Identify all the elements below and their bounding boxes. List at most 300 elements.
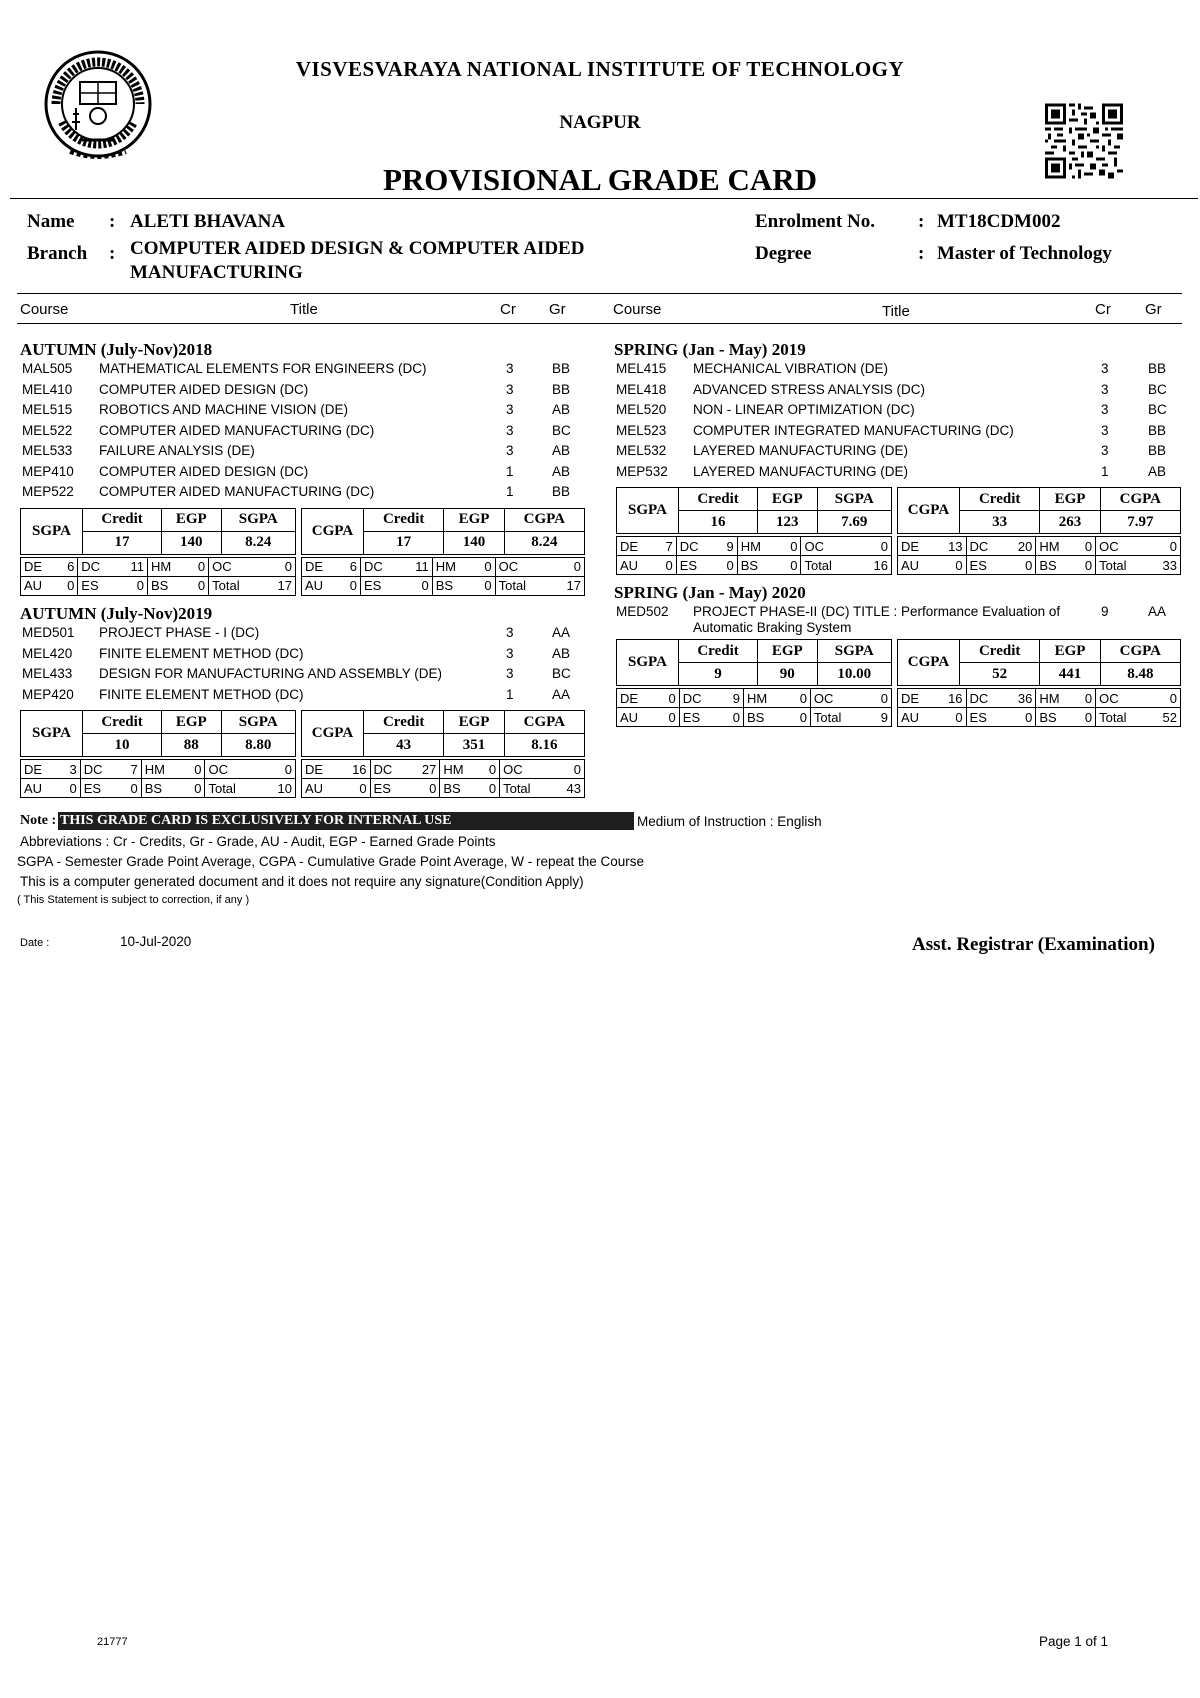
dc-count: 27 — [421, 761, 437, 777]
semester-title: AUTUMN (July-Nov)2018 — [20, 340, 213, 359]
course-title: LAYERED MANUFACTURING (DE) — [693, 463, 909, 479]
course-code: MEL433 — [22, 666, 73, 681]
hm-label: HM — [443, 761, 464, 777]
cgpa-header: CGPA — [1100, 640, 1180, 663]
issue-date: 10-Jul-2020 — [120, 934, 192, 949]
oc-label: OC — [1099, 538, 1119, 554]
institute-name: VISVESVARAYA NATIONAL INSTITUTE OF TECHNOLOGY — [295, 57, 905, 81]
oc-label: OC — [503, 761, 523, 777]
es-count-cell — [966, 708, 1036, 727]
column-gr-left: Gr — [549, 301, 566, 318]
total-count: 33 — [1162, 557, 1177, 573]
hm-count: 0 — [1084, 538, 1093, 554]
oc-count-cell — [810, 689, 891, 708]
de-label: DE — [620, 690, 639, 706]
course-grade: BB — [552, 361, 571, 376]
note-banner: THIS GRADE CARD IS EXCLUSIVELY FOR INTERNAL USE — [58, 812, 634, 830]
bs-count-cell — [432, 576, 495, 595]
page-number: Page 1 of 1 — [1039, 1634, 1109, 1649]
bs-count-cell — [440, 779, 500, 798]
column-header-top-rule — [17, 293, 1182, 294]
enrolment-colon: : — [918, 211, 925, 232]
oc-count-cell — [500, 760, 585, 779]
header-divider — [10, 198, 1198, 199]
hm-count: 0 — [1084, 690, 1093, 706]
column-title-right: Title — [882, 303, 910, 320]
course-grade: AA — [1148, 604, 1167, 619]
de-count: 7 — [665, 538, 673, 554]
course-grade: AB — [552, 443, 571, 458]
bs-count-cell — [1036, 556, 1096, 575]
sgpa-credit-value: 10 — [83, 734, 162, 757]
cgpa-egp-value: 263 — [1040, 511, 1100, 534]
hm-label: HM — [740, 538, 761, 554]
degree-value: Master of Technology — [937, 243, 1112, 264]
total-count: 17 — [566, 578, 581, 593]
credit-header: Credit — [83, 711, 162, 734]
total-count: 9 — [880, 709, 888, 725]
de-label: DE — [901, 538, 920, 554]
course-title: ROBOTICS AND MACHINE VISION (DE) — [99, 402, 349, 417]
hm-count-cell — [1036, 537, 1096, 556]
bs-count: 0 — [790, 557, 798, 573]
course-code: MED501 — [22, 625, 75, 640]
course-title: LAYERED MANUFACTURING (DE) — [693, 443, 909, 458]
course-credits: 1 — [506, 463, 514, 479]
bs-label: BS — [1039, 709, 1057, 725]
es-count-cell — [676, 556, 737, 575]
oc-count: 0 — [1169, 690, 1177, 706]
sgpa-header: SGPA — [221, 508, 295, 531]
course-row — [0, 423, 1200, 443]
sgpa-egp-value: 123 — [758, 511, 817, 534]
au-count-cell — [21, 779, 81, 798]
column-cr-right: Cr — [1095, 301, 1111, 318]
dc-count: 36 — [1017, 690, 1033, 706]
oc-count: 0 — [573, 761, 581, 777]
dc-count: 11 — [130, 559, 144, 574]
total-label: Total — [1099, 709, 1127, 725]
branch-line-1: COMPUTER AIDED DESIGN & COMPUTER AIDED — [130, 238, 585, 259]
total-count-cell — [1096, 556, 1181, 575]
credit-header: Credit — [679, 640, 758, 663]
es-label: ES — [969, 557, 987, 573]
es-label: ES — [363, 578, 382, 593]
cgpa-credit-value: 17 — [364, 531, 444, 554]
cgpa-label: CGPA — [898, 488, 960, 534]
dc-count-cell — [370, 760, 440, 779]
course-code: MEP522 — [22, 484, 74, 499]
es-label: ES — [969, 709, 987, 725]
dc-label: DC — [969, 538, 989, 554]
course-row — [0, 464, 1200, 484]
bs-label: BS — [151, 578, 169, 593]
column-cr-left: Cr — [500, 301, 516, 318]
sgpa-egp-value: 140 — [162, 531, 221, 554]
oc-label: OC — [208, 761, 228, 777]
total-count: 16 — [873, 557, 888, 573]
course-credits: 3 — [506, 625, 514, 640]
au-count-cell — [617, 708, 680, 727]
de-count: 6 — [349, 559, 357, 574]
signatory-title: Asst. Registrar (Examination) — [912, 934, 1155, 955]
dc-count-cell — [80, 760, 141, 779]
au-label: AU — [901, 709, 920, 725]
course-code: MEL520 — [616, 402, 667, 417]
course-code: MEL532 — [616, 443, 667, 458]
oc-count-cell — [1096, 537, 1181, 556]
branch-line-2: MANUFACTURING — [130, 262, 303, 283]
total-count: 17 — [277, 578, 292, 593]
course-code: MEL515 — [22, 402, 73, 417]
hm-count-cell — [148, 557, 209, 576]
au-label: AU — [305, 780, 324, 796]
au-label: AU — [901, 557, 920, 573]
course-title-continued: Automatic Braking System — [693, 620, 852, 635]
course-code: MEL418 — [616, 381, 667, 397]
cgpa-egp-value: 140 — [444, 531, 504, 554]
dc-label: DC — [679, 538, 699, 554]
student-name: ALETI BHAVANA — [130, 211, 286, 232]
course-credits: 3 — [506, 666, 514, 681]
egp-header: EGP — [758, 640, 817, 663]
degree-label: Degree — [755, 243, 812, 264]
total-label: Total — [804, 557, 832, 573]
course-title: MATHEMATICAL ELEMENTS FOR ENGINEERS (DC) — [99, 361, 427, 376]
au-count-cell — [21, 576, 78, 595]
es-label: ES — [83, 780, 102, 796]
course-row — [0, 402, 1200, 422]
egp-header: EGP — [162, 711, 221, 734]
de-count-cell — [617, 689, 680, 708]
egp-header: EGP — [1040, 488, 1100, 511]
course-title: MECHANICAL VIBRATION (DE) — [693, 361, 889, 376]
course-code: MEL522 — [22, 422, 73, 438]
course-credits: 1 — [1101, 463, 1109, 479]
course-title: ADVANCED STRESS ANALYSIS (DC) — [693, 381, 926, 397]
total-label: Total — [813, 709, 842, 725]
es-count: 0 — [429, 780, 437, 796]
bs-label: BS — [435, 578, 454, 593]
cgpa-value: 8.48 — [1100, 663, 1180, 686]
total-count-cell — [1096, 708, 1181, 727]
dc-count: 20 — [1017, 538, 1033, 554]
course-row — [0, 443, 1200, 463]
course-code: MEP410 — [22, 463, 74, 479]
sgpa-label: SGPA — [617, 640, 679, 686]
semester-category-counts — [20, 759, 296, 798]
dc-count-cell — [78, 557, 148, 576]
cgpa-header: CGPA — [504, 711, 584, 734]
date-label: Date : — [20, 937, 50, 949]
bs-count-cell — [737, 556, 801, 575]
cumulative-category-counts — [897, 536, 1181, 575]
computer-generated-note: This is a computer generated document and it does not require any signature(Condition Apply) — [20, 874, 584, 889]
hm-count: 0 — [799, 690, 807, 706]
es-count-cell — [679, 708, 743, 727]
cgpa-summary-table — [897, 639, 1181, 686]
es-count-cell — [966, 556, 1036, 575]
course-credits: 1 — [506, 484, 514, 499]
es-count: 0 — [1025, 709, 1033, 725]
course-grade: BC — [552, 422, 571, 438]
course-code: MEL523 — [616, 422, 667, 438]
semester-title: SPRING (Jan - May) 2020 — [614, 583, 806, 602]
page-title: PROVISIONAL GRADE CARD — [382, 162, 818, 197]
oc-count: 0 — [284, 761, 292, 777]
sgpa-header: SGPA — [817, 488, 891, 511]
au-label: AU — [305, 578, 324, 593]
column-gr-right: Gr — [1145, 301, 1162, 318]
course-credits: 3 — [1101, 381, 1109, 397]
au-count-cell — [302, 576, 361, 595]
total-count: 10 — [277, 780, 292, 796]
de-count: 6 — [67, 559, 75, 574]
course-code: MEP420 — [22, 686, 74, 702]
course-code: MEL533 — [22, 443, 73, 458]
medium-of-instruction: Medium of Instruction : English — [637, 814, 822, 829]
course-title: PROJECT PHASE-II (DC) TITLE : Performance Evaluation of — [693, 604, 1061, 619]
sgpa-value: 8.24 — [221, 531, 295, 554]
course-title: COMPUTER AIDED MANUFACTURING (DC) — [99, 484, 375, 499]
sgpa-credit-value: 9 — [679, 663, 758, 686]
sgpa-summary-table — [616, 639, 892, 686]
oc-count-cell — [1096, 689, 1181, 708]
semester-category-counts — [20, 557, 296, 596]
cgpa-label: CGPA — [898, 640, 960, 686]
credit-header: Credit — [364, 711, 444, 734]
egp-header: EGP — [1040, 640, 1100, 663]
total-count: 52 — [1162, 709, 1177, 725]
course-credits: 1 — [506, 686, 514, 702]
dc-label: DC — [363, 559, 383, 574]
course-grade: BC — [1148, 381, 1167, 397]
course-credits: 9 — [1101, 604, 1109, 619]
course-grade: AB — [1148, 463, 1167, 479]
semester-title: AUTUMN (July-Nov)2019 — [20, 604, 213, 623]
course-grade: BC — [552, 666, 571, 681]
de-count-cell — [898, 537, 967, 556]
total-count-cell — [810, 708, 891, 727]
dc-count-cell — [676, 537, 737, 556]
dc-count-cell — [966, 537, 1036, 556]
correction-statement: ( This Statement is subject to correction, if any ) — [17, 894, 250, 906]
sgpa-summary-table — [616, 487, 892, 534]
oc-count-cell — [801, 537, 892, 556]
oc-count: 0 — [284, 559, 292, 574]
de-count-cell — [21, 760, 81, 779]
de-count-cell — [21, 557, 78, 576]
semester-title: SPRING (Jan - May) 2019 — [614, 340, 806, 359]
course-credits: 3 — [506, 645, 514, 661]
cgpa-egp-value: 351 — [444, 734, 504, 757]
cgpa-header: CGPA — [1100, 488, 1180, 511]
de-label: DE — [24, 761, 43, 777]
au-label: AU — [24, 780, 43, 796]
course-grade: AB — [552, 463, 571, 479]
es-count: 0 — [136, 578, 144, 593]
course-code: MAL505 — [22, 361, 73, 376]
cgpa-value: 8.24 — [504, 531, 584, 554]
cumulative-category-counts — [301, 759, 585, 798]
course-grade: BB — [552, 381, 571, 397]
de-count: 0 — [668, 690, 676, 706]
course-grade: BC — [1148, 402, 1167, 417]
oc-label: OC — [804, 538, 824, 554]
egp-header: EGP — [162, 508, 221, 531]
course-title: COMPUTER INTEGRATED MANUFACTURING (DC) — [693, 422, 1014, 438]
cgpa-label: CGPA — [302, 508, 364, 554]
sgpa-credit-value: 16 — [679, 511, 758, 534]
course-credits: 3 — [506, 422, 514, 438]
au-label: AU — [24, 578, 43, 593]
dc-label: DC — [81, 559, 101, 574]
course-credits: 3 — [506, 381, 514, 397]
au-count: 0 — [359, 780, 367, 796]
bs-count: 0 — [194, 780, 202, 796]
es-count-cell — [78, 576, 148, 595]
column-header-bottom-rule — [17, 323, 1182, 324]
de-label: DE — [24, 559, 43, 574]
abbreviations-line-1: Abbreviations : Cr - Credits, Gr - Grade, AU - Audit, EGP - Earned Grade Points — [20, 834, 496, 849]
course-grade: AA — [552, 686, 571, 702]
de-count-cell — [617, 537, 677, 556]
de-label: DE — [305, 761, 324, 777]
cgpa-value: 8.16 — [504, 734, 584, 757]
sgpa-value: 7.69 — [817, 511, 891, 534]
name-label: Name — [27, 211, 75, 232]
hm-count: 0 — [197, 559, 206, 574]
qr-code-icon — [1045, 103, 1123, 179]
oc-label: OC — [813, 690, 834, 706]
dc-label: DC — [682, 690, 702, 706]
total-count-cell — [801, 556, 892, 575]
oc-count: 0 — [880, 690, 888, 706]
au-count: 0 — [668, 709, 676, 725]
total-label: Total — [212, 578, 240, 593]
hm-count: 0 — [484, 559, 492, 574]
hm-count: 0 — [488, 761, 497, 777]
au-count-cell — [898, 708, 967, 727]
branch-colon: : — [109, 243, 116, 264]
total-label: Total — [498, 578, 527, 593]
de-count-cell — [898, 689, 967, 708]
dc-label: DC — [969, 690, 989, 706]
course-code: MEP532 — [616, 463, 668, 479]
es-label: ES — [682, 709, 701, 725]
credit-header: Credit — [83, 508, 162, 531]
enrolment-label: Enrolment No. — [755, 211, 875, 232]
au-count: 0 — [349, 578, 357, 593]
bs-count-cell — [141, 779, 205, 798]
course-title: NON - LINEAR OPTIMIZATION (DC) — [693, 402, 915, 417]
es-count: 0 — [1025, 557, 1033, 573]
course-code: MEL415 — [616, 361, 667, 376]
institute-city: NAGPUR — [559, 112, 641, 133]
credit-header: Credit — [679, 488, 758, 511]
course-credits: 3 — [1101, 443, 1109, 458]
course-credits: 3 — [506, 443, 514, 458]
au-count-cell — [617, 556, 677, 575]
course-code: MEL410 — [22, 381, 73, 397]
cgpa-value: 7.97 — [1100, 511, 1180, 534]
cgpa-header: CGPA — [504, 508, 584, 531]
hm-label: HM — [144, 761, 165, 777]
sgpa-value: 10.00 — [817, 663, 891, 686]
course-title: FAILURE ANALYSIS (DE) — [99, 443, 255, 458]
bs-label: BS — [1039, 557, 1057, 573]
hm-count-cell — [432, 557, 495, 576]
hm-label: HM — [1039, 538, 1060, 554]
bs-count: 0 — [488, 780, 497, 796]
course-title: COMPUTER AIDED MANUFACTURING (DC) — [99, 422, 375, 438]
total-count: 43 — [566, 780, 581, 796]
bs-count: 0 — [1084, 557, 1093, 573]
document-reference: 21777 — [97, 1636, 128, 1648]
course-row — [0, 361, 1200, 381]
dc-label: DC — [83, 761, 103, 777]
oc-count: 0 — [1169, 538, 1177, 554]
course-title: FINITE ELEMENT METHOD (DC) — [99, 686, 304, 702]
abbreviations-line-2: SGPA - Semester Grade Point Average, CGPA - Cumulative Grade Point Average, W - repeat the Course — [17, 854, 645, 869]
branch-label: Branch — [27, 243, 88, 264]
cgpa-credit-value: 33 — [960, 511, 1040, 534]
course-title: COMPUTER AIDED DESIGN (DC) — [99, 463, 309, 479]
es-label: ES — [81, 578, 99, 593]
course-credits: 3 — [1101, 361, 1109, 376]
sgpa-summary-table — [20, 508, 296, 555]
column-course-right: Course — [613, 301, 662, 318]
sgpa-header: SGPA — [221, 711, 295, 734]
au-count-cell — [302, 779, 371, 798]
column-course-left: Course — [20, 301, 69, 318]
oc-label: OC — [1099, 690, 1119, 706]
au-count: 0 — [955, 557, 963, 573]
sgpa-summary-table — [20, 710, 296, 757]
cgpa-credit-value: 43 — [364, 734, 444, 757]
de-count-cell — [302, 557, 361, 576]
es-count: 0 — [726, 557, 734, 573]
de-label: DE — [620, 538, 639, 554]
au-label: AU — [620, 709, 639, 725]
de-label: DE — [305, 559, 324, 574]
es-count-cell — [360, 576, 432, 595]
dc-count: 7 — [130, 761, 138, 777]
cgpa-egp-value: 441 — [1040, 663, 1100, 686]
es-count-cell — [370, 779, 440, 798]
de-count: 16 — [948, 690, 963, 706]
oc-count-cell — [209, 557, 296, 576]
dc-count: 9 — [732, 690, 740, 706]
semester-category-counts — [616, 688, 892, 727]
cgpa-label: CGPA — [302, 711, 364, 757]
bs-label: BS — [144, 780, 163, 796]
bs-count-cell — [743, 708, 810, 727]
egp-header: EGP — [444, 508, 504, 531]
au-count: 0 — [955, 709, 963, 725]
bs-label: BS — [746, 709, 765, 725]
cgpa-credit-value: 52 — [960, 663, 1040, 686]
hm-label: HM — [435, 559, 456, 574]
bs-count-cell — [148, 576, 209, 595]
es-count: 0 — [130, 780, 138, 796]
es-count: 0 — [732, 709, 740, 725]
es-label: ES — [373, 780, 391, 796]
total-count-cell — [495, 576, 584, 595]
course-title: COMPUTER AIDED DESIGN (DC) — [99, 381, 309, 397]
enrolment-number: MT18CDM002 — [937, 211, 1061, 232]
dc-count-cell — [966, 689, 1036, 708]
